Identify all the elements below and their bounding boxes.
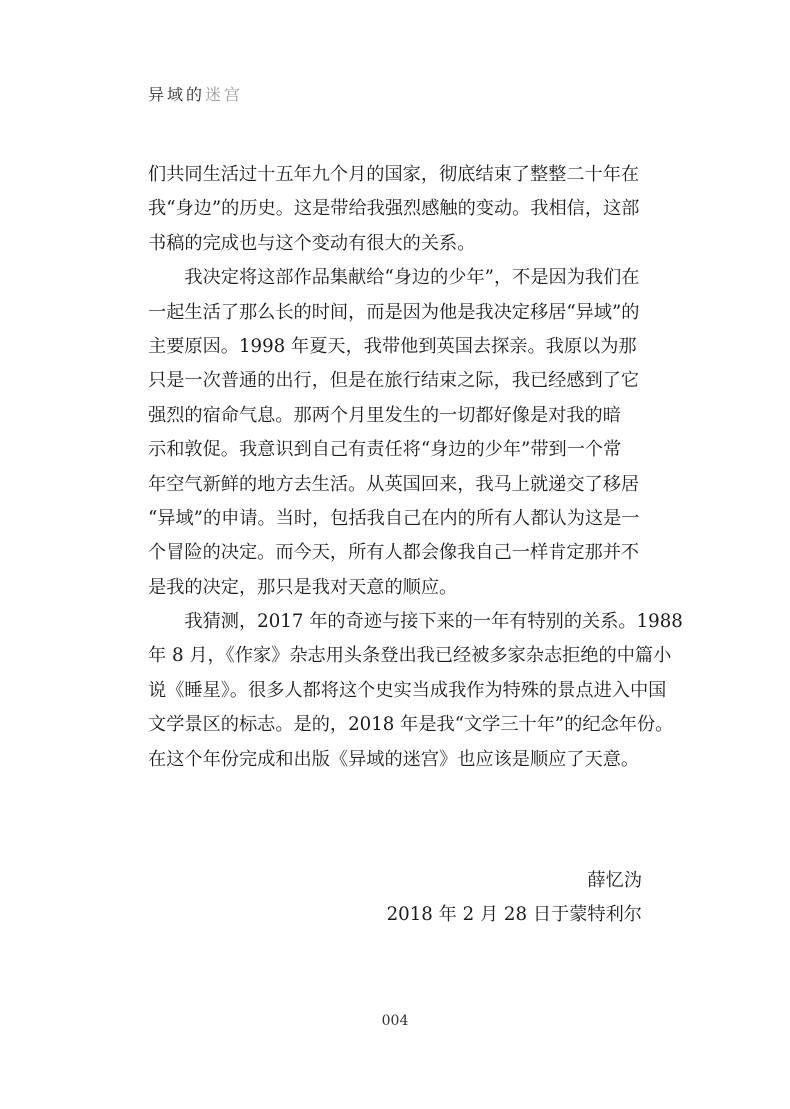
text-line: 示和敦促。我意识到自己有责任将“身边的少年”带到一个常	[148, 439, 622, 461]
paragraph-3	[148, 605, 683, 777]
text-line: 们共同生活过十五年九个月的国家，彻底结束了整整二十年在	[148, 164, 640, 185]
text-line: 年 8 月，《作家》杂志用头条登出我已经被多家杂志拒绝的中篇小	[148, 645, 672, 667]
running-header-title-dark: 异域的	[148, 85, 206, 104]
text-line: 我猜测，2017 年的奇迹与接下来的一年有特别的关系。1988	[148, 611, 683, 633]
text-line: 在这个年份完成和出版《异域的迷宫》也应该是顺应了天意。	[148, 748, 640, 770]
text-line: 说《睡星》。很多人都将这个史实当成我作为特殊的景点进入中国	[148, 679, 667, 701]
text-line: 书稿的完成也与这个变动有很大的关系。	[148, 232, 476, 254]
text-line: 我“身边”的历史。这是带给我强烈感触的变动。我相信，这部	[148, 198, 640, 220]
running-header	[148, 82, 243, 105]
author-name: 薛忆沩	[587, 870, 642, 891]
text-line: 文学景区的标志。是的，2018 年是我“文学三十年”的纪念年份。	[148, 714, 674, 736]
text-line: “异域”的申请。当时，包括我自己在内的所有人都认为这是一	[148, 507, 640, 529]
signature-block	[387, 864, 642, 933]
text-line: 主要原因。1998 年夏天，我带他到英国去探亲。我原以为那	[148, 335, 637, 357]
paragraph-2	[148, 261, 642, 605]
text-line: 强烈的宿命气息。那两个月里发生的一切都好像是对我的暗	[148, 404, 621, 426]
date-place: 2018 年 2 月 28 日于蒙特利尔	[386, 904, 642, 926]
text-line: 是我的决定，那只是我对天意的顺应。	[148, 576, 458, 598]
paragraph-1	[148, 158, 642, 261]
page-number: 004	[381, 1013, 409, 1029]
text-line: 年空气新鲜的地方去生活。从英国回来，我马上就递交了移居	[148, 473, 640, 495]
text-line: 个冒险的决定。而今天，所有人都会像我自己一样肯定那并不	[148, 542, 640, 564]
text-line: 我决定将这部作品集献给“身边的少年”，不是因为我们在	[148, 267, 640, 289]
running-header-title-light: 迷宫	[205, 85, 244, 104]
text-line: 一起生活了那么长的时间，而是因为他是我决定移居“异域”的	[148, 301, 640, 323]
body-text	[148, 158, 683, 777]
text-line: 只是一次普通的出行，但是在旅行结束之际，我已经感到了它	[148, 370, 640, 392]
